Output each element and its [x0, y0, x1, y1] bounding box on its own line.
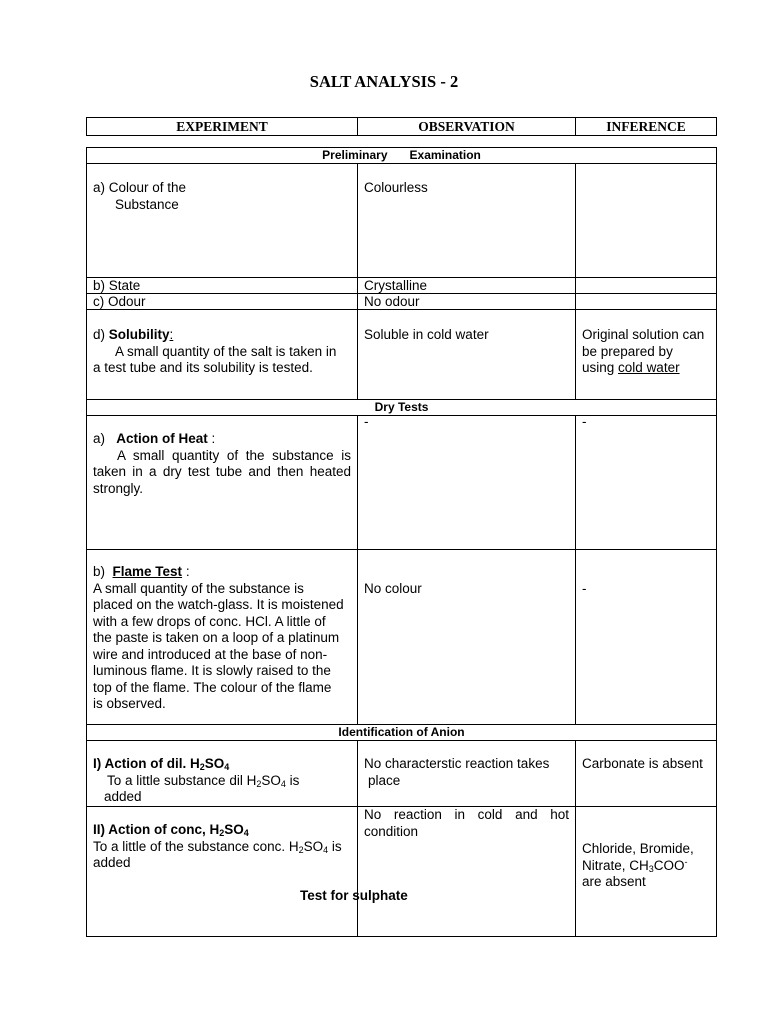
- dil-text-a: To a little substance dil H: [107, 772, 257, 788]
- header-observation: OBSERVATION: [358, 118, 576, 136]
- dil-text-sub-1: 2: [256, 778, 262, 789]
- dil-heading-mid: SO: [204, 756, 225, 771]
- section-dry-tests: [87, 400, 717, 416]
- table-row-action-of-heat: [87, 416, 717, 550]
- conc-inference-2a: Nitrate, CH: [582, 857, 649, 873]
- header-table: [86, 117, 717, 136]
- colour-label: a) Colour of the: [93, 180, 187, 195]
- heat-inference: -: [576, 416, 717, 550]
- solubility-text-1: A small quantity of the salt is taken in: [115, 343, 337, 359]
- conc-text-b: is: [328, 838, 342, 854]
- colour-inference: [576, 164, 717, 278]
- odour-inference: [576, 294, 717, 310]
- colour-observation: Colourless: [358, 164, 576, 278]
- colour-label-cont: Substance: [115, 196, 179, 212]
- section-dry-tests-heading: Dry Tests: [87, 400, 717, 416]
- conc-inference-3: are absent: [582, 874, 646, 889]
- flame-text-8: is observed.: [93, 696, 166, 711]
- dil-text-b: is: [285, 772, 300, 788]
- solubility-colon: :: [169, 327, 174, 342]
- solubility-inference-1: Original solution can: [582, 327, 705, 342]
- dil-text-sub-2: 4: [280, 778, 286, 789]
- section-preliminary: [87, 148, 717, 164]
- solubility-inference-2: be prepared by: [582, 343, 673, 359]
- flame-prefix: b): [93, 564, 106, 579]
- table-row-state: [87, 278, 717, 294]
- odour-label: c) Odour: [87, 294, 358, 310]
- flame-text-7: top of the flame. The colour of the flame: [93, 679, 332, 695]
- state-label: b) State: [87, 278, 358, 294]
- flame-text-6: luminous flame. It is slowly raised to the: [93, 663, 331, 678]
- table-row-colour: [87, 164, 717, 278]
- solubility-heading: Solubility: [108, 327, 170, 342]
- dil-text-c: added: [104, 789, 142, 804]
- conc-text-c: added: [93, 855, 131, 870]
- dil-heading: I) Action of dil. H: [93, 756, 200, 771]
- table-row-flame-test: [87, 550, 717, 725]
- conc-inference-2b: COO: [653, 857, 685, 873]
- page-title: SALT ANALYSIS - 2: [309, 72, 459, 91]
- solubility-inference-underlined: cold water: [618, 360, 680, 375]
- solubility-inference-3: using: [582, 360, 615, 375]
- solubility-prefix: d): [93, 327, 106, 342]
- solubility-observation: Soluble in cold water: [358, 310, 576, 400]
- heat-heading: Action of Heat: [116, 431, 208, 446]
- table-row-solubility: [87, 310, 717, 400]
- heat-observation: -: [358, 416, 576, 550]
- conc-inference-sub: 3: [648, 863, 654, 874]
- footer-heading: Test for sulphate: [300, 888, 408, 903]
- section-anion-heading: Identification of Anion: [87, 725, 717, 741]
- conc-text-sub-1: 2: [298, 844, 304, 855]
- flame-heading: Flame Test: [112, 564, 183, 579]
- flame-text-5: wire and introduced at the base of non-: [93, 646, 328, 662]
- state-observation: Crystalline: [358, 278, 576, 294]
- section-anion: [87, 725, 717, 741]
- flame-colon: :: [182, 564, 190, 579]
- conc-inference-sup: -: [684, 856, 688, 867]
- table-row-odour: [87, 294, 717, 310]
- conc-text-a: To a little of the substance conc. H: [93, 838, 299, 854]
- dil-heading-sub-2: 4: [224, 762, 230, 772]
- conc-heading-mid: SO: [224, 822, 244, 837]
- conc-text-sub-2: 4: [323, 844, 329, 855]
- section-preliminary-right: Examination: [409, 148, 481, 162]
- state-inference: [576, 278, 717, 294]
- flame-observation: No colour: [358, 550, 576, 725]
- header-experiment: EXPERIMENT: [87, 118, 358, 136]
- analysis-table: [86, 147, 717, 937]
- heat-prefix: a): [93, 431, 106, 446]
- dil-heading-sub-1: 2: [199, 762, 205, 772]
- conc-heading: II) Action of conc, H: [93, 822, 220, 837]
- flame-text-2: placed on the watch-glass. It is moistened: [93, 597, 344, 612]
- heat-text: A small quantity of the substance is taken in a dry test tube and then heated strongly.: [93, 447, 351, 496]
- flame-text-3: with a few drops of conc. HCl. A little of: [93, 613, 326, 629]
- conc-heading-sub-2: 4: [243, 828, 249, 838]
- section-preliminary-left: Preliminary: [322, 148, 388, 162]
- odour-observation: No odour: [358, 294, 576, 310]
- heat-colon: :: [207, 431, 216, 446]
- dil-text-mid: SO: [261, 772, 281, 788]
- solubility-text-2: a test tube and its solubility is tested.: [93, 360, 313, 375]
- conc-heading-sub-1: 2: [219, 828, 225, 838]
- flame-text-4: the paste is taken on a loop of a platinum: [93, 630, 340, 645]
- dil-observation-1: No characterstic reaction takes: [364, 756, 550, 771]
- conc-observation: No reaction in cold and hot condition: [358, 807, 576, 937]
- table-row-conc-h2so4: [87, 807, 717, 937]
- flame-text-1: A small quantity of the substance is: [93, 580, 304, 596]
- dil-inference: Carbonate is absent: [576, 741, 717, 807]
- conc-text-mid: SO: [303, 838, 324, 854]
- dil-observation-2: place: [368, 772, 401, 788]
- flame-inference: -: [576, 550, 717, 725]
- table-row-dil-h2so4: [87, 741, 717, 807]
- header-inference: INFERENCE: [576, 118, 717, 136]
- conc-inference-1: Chloride, Bromide,: [582, 841, 694, 856]
